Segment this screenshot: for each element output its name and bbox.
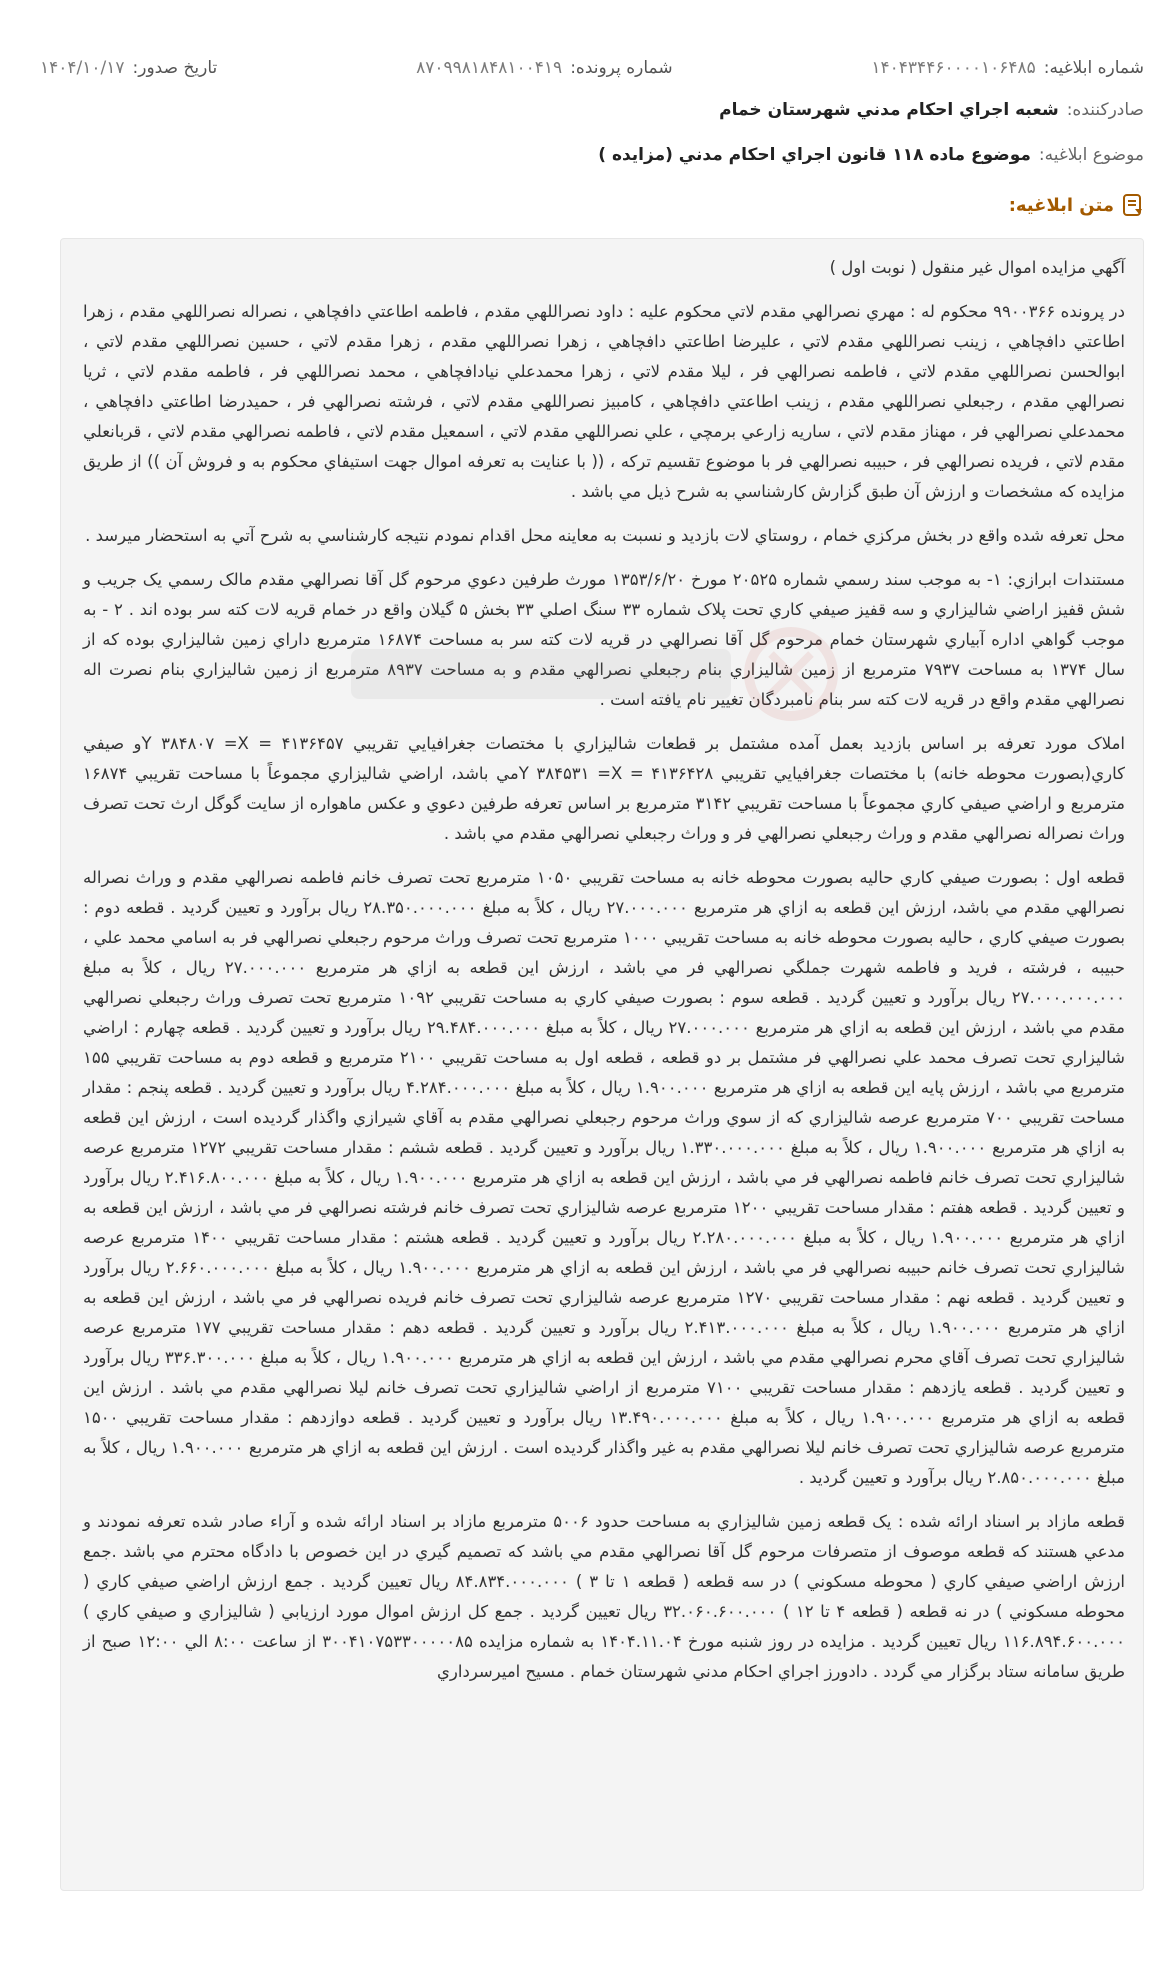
subject-value: موضوع ماده ۱۱۸ قانون اجراي احکام مدني (مزايده ): [598, 145, 1031, 165]
notice-paragraph-parties: در پرونده ۹۹۰۰۳۶۶ محکوم له : مهري نصرالهي مقدم لاتي محکوم عليه : داود نصراللهي مقدم ، فاطمه اطاعتي دافچاهي ، نصراله نصراللهي مقدم ، زهرا اطاعتي دافچاهي ، زينب نصراللهي مقدم لاتي ، عليرضا اطاعتي دافچاهي ، زهرا نصراللهي مقدم ، زهرا مقدم لاتي ، حسين نصراللهي مقدم لاتي ، ابوالحسن نصراللهي مقدم لاتي ، فاطمه نصرالهي فر ، ليلا مقدم لاتي ، زهرا محمدعلي نيادافچاهي ، محمد نصراللهي فر ، فاطمه مقدم لاتي ، ثريا نصرالهي مقدم ، رجبعلي نصراللهي مقدم ، زينب اطاعتي دافچاهي ، کامبيز نصراللهي مقدم لاتي ، فرشته نصرالهي فر ، حميدرضا اطاعتي دافچاهي ، محمدعلي نصرالهي فر ، مهناز مقدم لاتي ، ساريه زارعي برمچي ، علي نصراللهي مقدم لاتي ، اسمعيل مقدم لاتي ، فاطمه نصرالهي مقدم لاتي ، قربانعلي مقدم لاتي ، فريده نصرالهي فر ، حبيبه نصرالهي فر با موضوع تقسيم ترکه ، (( با عنايت به تعرفه اموال جهت استيفاي محکوم به و فروش آن )) از طريق مزايده که مشخصات و ارزش آن طبق گزارش کارشناسي به شرح ذيل مي باشد .: [83, 302, 1125, 501]
issue-date: [40, 58, 217, 78]
notice-paragraph-documents: مستندات ابرازي: ۱- به موجب سند رسمي شماره ۲۰۵۲۵ مورخ ۱۳۵۳/۶/۲۰ مورث طرفين دعوي مرحوم گل آقا نصرالهي مقدم مالک رسمي يک جريب و شش قفيز اراضي شاليزاري و سه قفيز صيفي کاري تحت پلاک شماره ۳۳ سنگ اصلي ۳۳ بخش ۵ گيلان واقع در خمام قريه لات کته سر بوده اند . ۲ - به موجب گواهي اداره آبياري شهرستان خمام مرحوم گل آقا نصرالهي در قريه لات کته سر به مساحت ۱۶۸۷۴ مترمربع داراي زمين شاليزاري بوده که از سال ۱۳۷۴ به مساحت ۷۹۳۷ مترمربع از زمين شاليزاري بنام رجبعلي نصرالهي مقدم و به مساحت ۸۹۳۷ مترمربع از زمين شاليزاري بنام نصرت اله نصرالهي مقدم واقع در قريه لات کته سر بنام نامبردگان تغيير نام يافته است .: [83, 570, 1125, 709]
notice-paragraph-parcels: قطعه اول : بصورت صيفي کاري حاليه بصورت محوطه خانه به مساحت تقريبي ۱۰۵۰ مترمربع تحت تصرف خانم فاطمه نصرالهي مقدم و وراث نصراله نصرالهي مقدم مي باشد، ارزش اين قطعه به ازاي هر مترمربع ۲۷.۰۰۰.۰۰۰ ريال ، کلاً به مبلغ ۲۸.۳۵۰.۰۰۰.۰۰۰ ريال برآورد و تعيين گرديد . قطعه دوم : بصورت صيفي کاري ، حاليه بصورت محوطه خانه به مساحت تقريبي ۱۰۰۰ مترمربع تحت تصرف وراث مرحوم رجبعلي نصرالهي فر به اسامي محمد علي ، حبيبه ، فرشته ، فريد و فاطمه شهرت جملگي نصرالهي فر مي باشد ، ارزش اين قطعه به ازاي هر مترمربع ۲۷.۰۰۰.۰۰۰ ريال ، کلاً به مبلغ ۲۷.۰۰۰.۰۰۰.۰۰۰ ريال برآورد و تعيين گرديد . قطعه سوم : بصورت صيفي کاري به مساحت تقريبي ۱۰۹۲ مترمربع تحت تصرف وراث رجبعلي نصرالهي مقدم مي باشد ، ارزش اين قطعه به ازاي هر مترمربع ۲۷.۰۰۰.۰۰۰ ريال ، کلاً به مبلغ ۲۹.۴۸۴.۰۰۰.۰۰۰ ريال برآورد و تعيين گرديد . قطعه چهارم : اراضي شاليزاري تحت تصرف محمد علي نصرالهي فر مشتمل بر دو قطعه ، قطعه اول به مساحت تقريبي ۲۱۰۰ مترمربع و قطعه دوم به مساحت تقريبي ۱۵۵ مترمربع مي باشد ، ارزش پايه اين قطعه به ازاي هر مترمربع ۱.۹۰۰.۰۰۰ ريال ، کلاً به مبلغ ۴.۲۸۴.۰۰۰.۰۰۰ ريال برآورد و تعيين گرديد . قطعه پنجم : مقدار مساحت تقريبي ۷۰۰ مترمربع عرصه شاليزاري که از سوي وراث مرحوم رجبعلي نصرالهي مقدم به آقاي شيرازي واگذار گرديده است ، ارزش اين قطعه به ازاي هر مترمربع ۱.۹۰۰.۰۰۰ ريال ، کلاً به مبلغ ۱.۳۳۰.۰۰۰.۰۰۰ ريال برآورد و تعيين گرديد . قطعه ششم : مقدار مساحت تقريبي ۱۲۷۲ مترمربع عرصه شاليزاري تحت تصرف خانم فاطمه نصرالهي فر مي باشد ، ارزش اين قطعه به ازاي هر مترمربع ۱.۹۰۰.۰۰۰ ريال ، کلاً به مبلغ ۲.۴۱۶.۸۰۰.۰۰۰ ريال برآورد و تعيين گرديد . قطعه هفتم : مقدار مساحت تقريبي ۱۲۰۰ مترمربع عرصه شاليزاري تحت تصرف خانم فرشته نصرالهي فر مي باشد ، ارزش اين قطعه به ازاي هر مترمربع ۱.۹۰۰.۰۰۰ ريال ، کلاً به مبلغ ۲.۲۸۰.۰۰۰.۰۰۰ ريال برآورد و تعيين گرديد . قطعه هشتم : مقدار مساحت تقريبي ۱۴۰۰ مترمربع عرصه شاليزاري تحت تصرف خانم حبيبه نصرالهي فر مي باشد ، ارزش اين قطعه به ازاي هر مترمربع ۱.۹۰۰.۰۰۰ ريال ، کلاً به مبلغ ۲.۶۶۰.۰۰۰.۰۰۰ ريال برآورد و تعيين گرديد . قطعه نهم : مقدار مساحت تقريبي ۱۲۷۰ مترمربع عرصه شاليزاري تحت تصرف خانم فريده نصرالهي فر مي باشد ، ارزش اين قطعه به ازاي هر مترمربع ۱.۹۰۰.۰۰۰ ريال ، کلاً به مبلغ ۲.۴۱۳.۰۰۰.۰۰۰ ريال برآورد و تعيين گرديد . قطعه دهم : مقدار مساحت تقريبي ۱۷۷ مترمربع عرصه شاليزاري تحت تصرف آقاي محرم نصرالهي مقدم مي باشد ، ارزش اين قطعه به ازاي هر مترمربع ۱.۹۰۰.۰۰۰ ريال ، کلاً به مبلغ ۳۳۶.۳۰۰.۰۰۰ ريال برآورد و تعيين گرديد . قطعه يازدهم : مقدار مساحت تقريبي ۷۱۰۰ مترمربع از اراضي شاليزاري تحت تصرف خانم ليلا نصرالهي مقدم مي باشد . ارزش اين قطعه به ازاي هر مترمربع ۱.۹۰۰.۰۰۰ ريال ، کلاً به مبلغ ۱۳.۴۹۰.۰۰۰.۰۰۰ ريال برآورد و تعيين گرديد . قطعه دوازدهم : مقدار مساحت تقريبي ۱۵۰۰ مترمربع عرصه شاليزاري تحت تصرف خانم ليلا نصرالهي مقدم به غير واگذار گرديده است . ارزش اين قطعه به ازاي هر مترمربع ۱.۹۰۰.۰۰۰ ريال ، کلاً به مبلغ ۲.۸۵۰.۰۰۰.۰۰۰ ريال برآورد و تعيين گرديد .: [83, 868, 1126, 1487]
notice-paragraph-properties: املاک مورد تعرفه بر اساس بازديد بعمل آمده مشتمل بر قطعات شاليزاري با مختصات جغرافيايي تقريبي ۴۱۳۶۴۵۷ = Y ۳۸۴۸۰۷ =Xو صيفي کاري(بصورت محوطه خانه) با مختصات جغرافيايي تقريبي ۴۱۳۶۴۲۸ = Y ۳۸۴۵۳۱ =Xمي باشد، اراضي شاليزاري مجموعاً با مساحت تقريبي ۱۶۸۷۴ مترمربع و اراضي صيفي کاري مجموعاً با مساحت تقريبي ۳۱۴۲ مترمربع بر اساس تعرفه طرفين دعوي و عکس ماهواره از سايت گوگل ارث تحت تصرف وراث نصراله نصرالهي مقدم و وراث رجبعلي نصرالهي فر و وراث رجبعلي نصرالهي مقدم مي باشد .: [83, 734, 1126, 843]
subject-line: [40, 137, 1144, 173]
issue-date-value: ۱۴۰۴/۱۰/۱۷: [40, 58, 125, 78]
sender-line: [40, 92, 1144, 128]
issue-number: [871, 58, 1144, 78]
issue-number-value: ۱۴۰۴۳۴۴۶۰۰۰۰۱۰۶۴۸۵: [871, 58, 1036, 78]
subject-label: موضوع ابلاغيه:: [1038, 145, 1144, 165]
sender-value: شعبه اجراي احکام مدني شهرستان خمام: [719, 100, 1059, 120]
section-title-text: متن ابلاغيه:: [1008, 194, 1114, 216]
issue-date-label: تاريخ صدور:: [132, 58, 218, 78]
notice-body: [60, 238, 1144, 1891]
file-number: [416, 58, 672, 78]
sender-label: صادرکننده:: [1066, 100, 1144, 120]
notice-paragraph-summary: قطعه مازاد بر اسناد ارائه شده : يک قطعه زمين شاليزاري به مساحت حدود ۵۰۰۶ مترمربع مازاد بر اسناد ارائه شده و آراء صادر شده تعرفه نمودند و مدعي هستند که قطعه موصوف از متصرفات مرحوم گل آقا نصرالهي مقدم مي باشد که تصميم گيري در اين خصوص با دادگاه محترم مي باشد .جمع ارزش اراضي صيفي کاري ( محوطه مسکوني ) در سه قطعه ( قطعه ۱ تا ۳ ) ۸۴.۸۳۴.۰۰۰.۰۰۰ ريال تعيين گرديد . جمع ارزش اراضي صيفي کاري ( محوطه مسکوني ) در نه قطعه ( قطعه ۴ تا ۱۲ ) ۳۲.۰۶۰.۶۰۰.۰۰۰ ريال تعيين گرديد . جمع کل ارزش اموال مورد ارزيابي ( شاليزاري و صيفي کاري ) ۱۱۶.۸۹۴.۶۰۰.۰۰۰ ريال تعيين گرديد . مزايده در روز شنبه مورخ ۱۴۰۴.۱۱.۰۴ به شماره مزايده ۳۰۰۴۱۰۷۵۳۳۰۰۰۰۰۸۵ از ساعت ۸:۰۰ الي ۱۲:۰۰ صبح از طريق سامانه ستاد برگزار مي گردد . دادورز اجراي احکام مدني شهرستان خمام . مسيح اميرسرداري: [83, 1512, 1126, 1681]
file-number-value: ۸۷۰۹۹۸۱۸۴۸۱۰۰۴۱۹: [416, 58, 563, 78]
meta-row: [0, 48, 1174, 88]
notice-heading: آگهي مزايده اموال غير منقول ( نوبت اول ): [829, 258, 1125, 277]
notice-paragraph-location: محل تعرفه شده واقع در بخش مرکزي خمام ، روستاي لات بازديد و نسبت به معاينه محل اقدام نمودم نتيجه کارشناسي به شرح آتي به استحضار ميرسد .: [85, 526, 1125, 545]
document-icon: [1122, 193, 1144, 217]
section-title: [1009, 193, 1144, 217]
file-number-label: شماره پرونده:: [570, 58, 673, 78]
issue-number-label: شماره ابلاغيه:: [1043, 58, 1144, 78]
